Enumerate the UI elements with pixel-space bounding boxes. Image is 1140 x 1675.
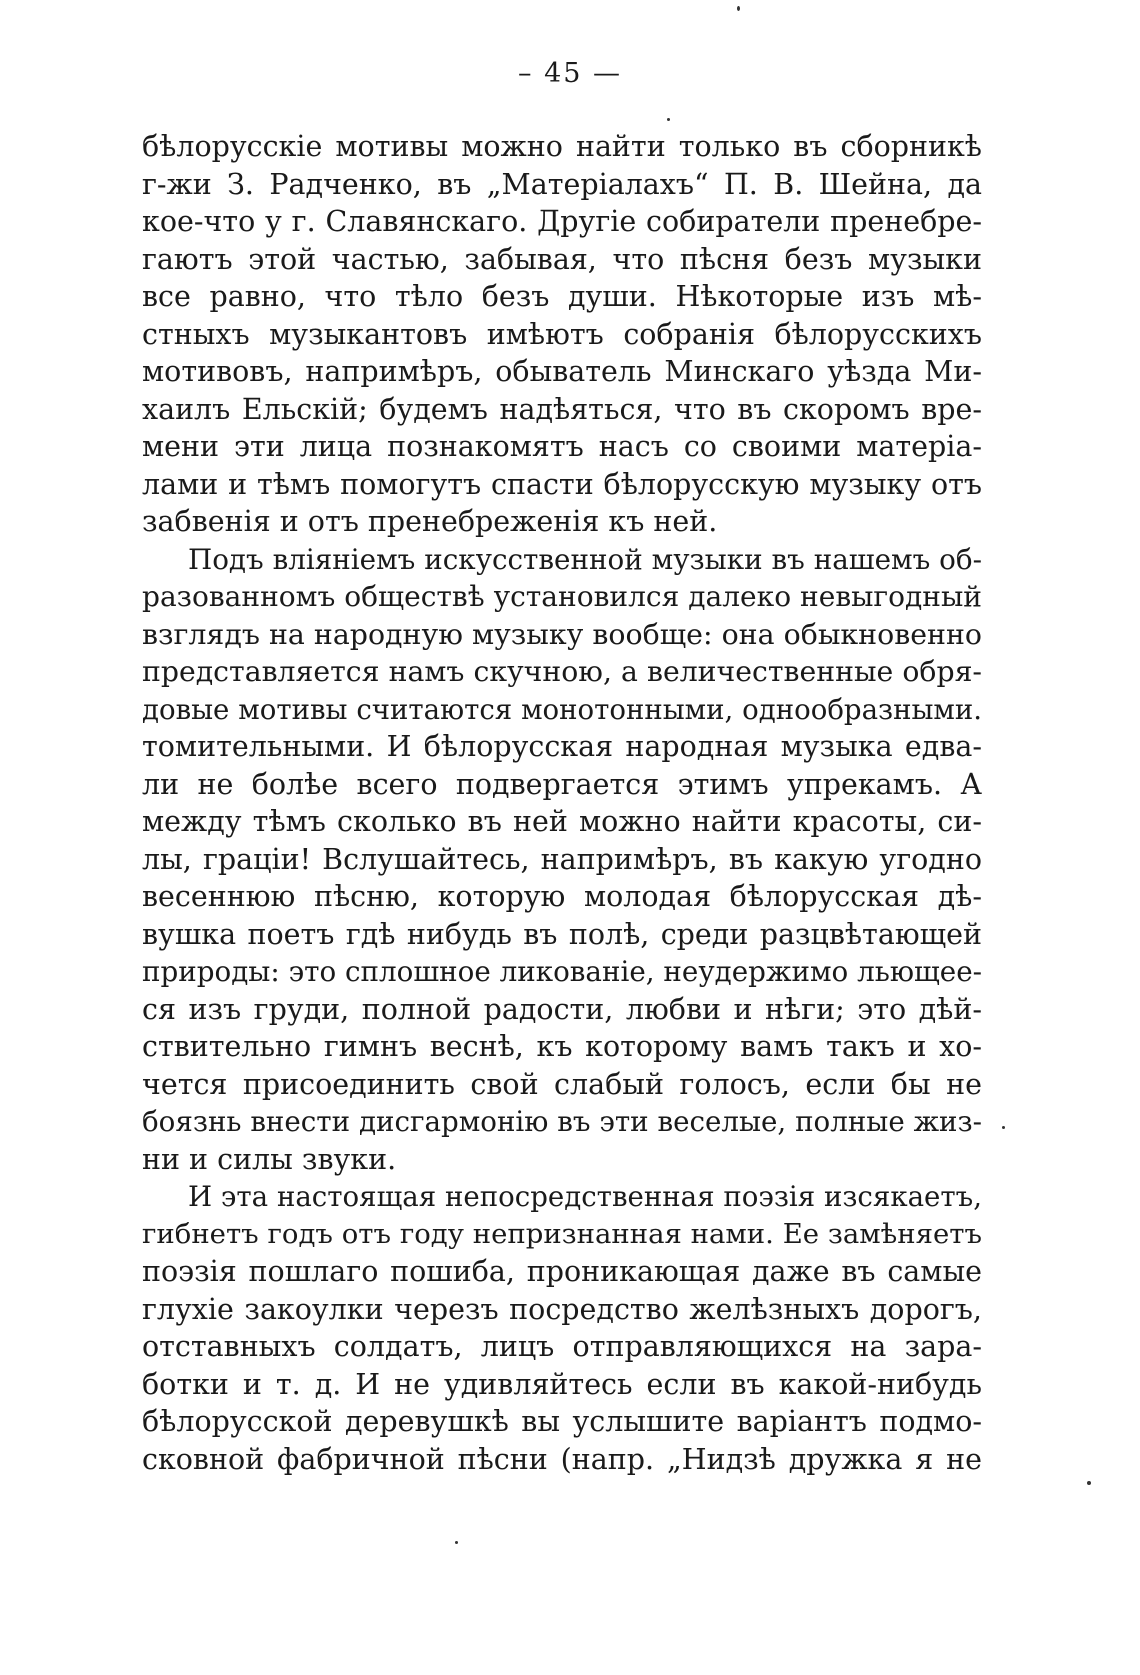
paragraph-3: [142, 1178, 982, 1478]
text-line: забвенія и отъ пренебреженія къ ней.: [142, 505, 718, 538]
text-line: г-жи З. Радченко, въ „Матеріалахъ“ П. В. Шейна, да: [142, 167, 982, 201]
paragraph-1: [142, 128, 982, 541]
text-line: представляется намъ скучною, а величественные обря-: [142, 655, 982, 688]
text-line: хаилъ Ельскій; будемъ надѣяться, что въ скоромъ вре-: [142, 392, 982, 426]
text-line: ся изъ груди, полной радости, любви и нѣги; это дѣй-: [142, 992, 982, 1026]
text-line: ствительно гимнъ веснѣ, къ которому вамъ такъ и хо-: [142, 1030, 982, 1063]
text-line: И эта настоящая непосредственная поэзія изсякаетъ,: [188, 1180, 982, 1213]
text-line: вушка поетъ гдѣ нибудь въ полѣ, среди разцвѣтающей: [142, 917, 982, 951]
text-line: мотивовъ, напримѣръ, обыватель Минскаго уѣзда Ми-: [142, 355, 982, 388]
text-line: поэзія пошлаго пошиба, проникающая даже въ самые: [142, 1255, 982, 1288]
body-text: [142, 128, 982, 1478]
scan-speck: [1087, 1481, 1091, 1485]
page-number: – 45 —: [517, 58, 623, 89]
text-line: разованномъ обществѣ установился далеко невыгодный: [142, 580, 982, 613]
text-line: между тѣмъ сколько въ ней можно найти красоты, си-: [142, 805, 982, 838]
text-line: чется присоединить свой слабый голосъ, если бы не: [142, 1067, 982, 1101]
text-line: стныхъ музыкантовъ имѣютъ собранія бѣлорусскихъ: [142, 317, 982, 351]
scan-speck: [667, 118, 670, 121]
text-line: бѣлорусскіе мотивы можно найти только въ сборникѣ: [142, 130, 982, 163]
text-line: боязнь внести дисгармонію въ эти веселые, полные жиз-: [142, 1105, 982, 1138]
text-line: отставныхъ солдатъ, лицъ отправляющихся на зара-: [142, 1330, 982, 1363]
text-line: томительными. И бѣлорусская народная музыка едва-: [142, 730, 982, 763]
text-line: лами и тѣмъ помогутъ спасти бѣлорусскую музыку отъ: [142, 467, 982, 501]
text-line: бѣлорусской деревушкѣ вы услышите варіантъ подмо-: [142, 1405, 982, 1438]
text-line: ботки и т. д. И не удивляйтесь если въ какой-нибудь: [142, 1367, 982, 1401]
text-line: весеннюю пѣсню, которую молодая бѣлорусская дѣ-: [142, 880, 982, 913]
text-line: глухіе закоулки черезъ посредство желѣзныхъ дорогъ,: [142, 1292, 982, 1326]
text-line: взглядъ на народную музыку вообще: она обыкновенно: [142, 617, 982, 651]
paragraph-2: [142, 541, 982, 1179]
text-line: Подъ вліяніемъ искусственной музыки въ нашемъ об-: [188, 542, 982, 576]
text-line: природы: это сплошное ликованіе, неудержимо льющее-: [142, 955, 982, 988]
text-line: ли не болѣе всего подвергается этимъ упрекамъ. А: [142, 767, 982, 801]
text-line: ни и силы звуки.: [142, 1142, 397, 1176]
scan-speck: [455, 1541, 458, 1544]
text-line: довые мотивы считаются монотонными, однообразными.: [142, 692, 982, 726]
text-line: гибнетъ годъ отъ году непризнанная нами. Ее замѣняетъ: [142, 1217, 982, 1250]
text-line: гаютъ этой частью, забывая, что пѣсня безъ музыки: [142, 242, 982, 276]
scan-speck: [737, 6, 740, 11]
text-line: лы, граціи! Вслушайтесь, напримѣръ, въ какую угодно: [142, 842, 982, 876]
text-line: кое-что у г. Славянскаго. Другіе собиратели пренебре-: [142, 205, 982, 238]
text-line: мени эти лица познакомятъ насъ со своими матеріа-: [142, 430, 982, 463]
text-line: все равно, что тѣло безъ души. Нѣкоторые изъ мѣ-: [142, 280, 982, 313]
scan-speck: [1002, 1126, 1005, 1129]
text-line: сковной фабричной пѣсни (напр. „Нидзѣ дружка я не: [142, 1442, 982, 1476]
